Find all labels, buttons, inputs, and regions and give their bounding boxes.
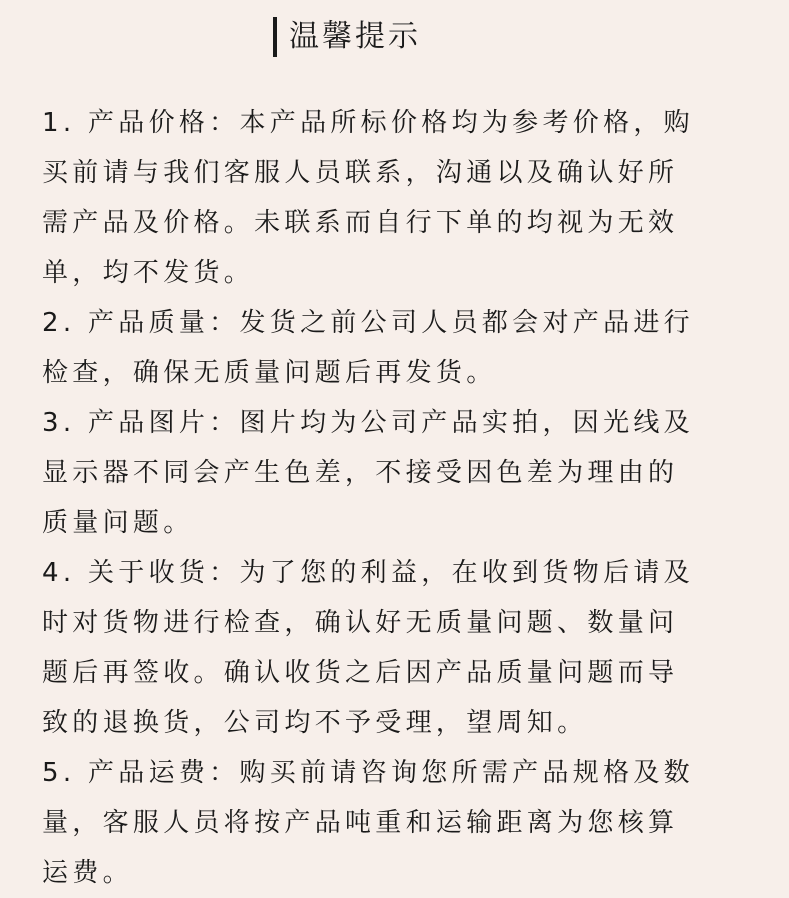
notice-line: 买前请与我们客服人员联系，沟通以及确认好所 <box>42 158 679 188</box>
notice-line: 1. 产品价格：本产品所标价格均为参考价格，购 <box>42 108 694 138</box>
notice-line: 致的退换货，公司均不予受理，望周知。 <box>42 708 588 738</box>
notice-line: 显示器不同会产生色差，不接受因色差为理由的 <box>42 458 679 488</box>
notice-item-4 <box>42 548 732 748</box>
notice-item-1 <box>42 98 732 298</box>
notice-line: 量，客服人员将按产品吨重和运输距离为您核算 <box>42 808 679 838</box>
notice-line: 运费。 <box>42 858 133 888</box>
notice-line: 需产品及价格。未联系而自行下单的均视为无效 <box>42 208 679 238</box>
notice-item-2 <box>42 298 732 398</box>
notice-line: 单，均不发货。 <box>42 258 255 288</box>
notice-line: 5. 产品运费：购买前请咨询您所需产品规格及数 <box>42 758 694 788</box>
notice-line: 3. 产品图片：图片均为公司产品实拍，因光线及 <box>42 408 694 438</box>
notice-item-3 <box>42 398 732 548</box>
notice-list <box>42 98 732 898</box>
page-title-block <box>273 14 421 60</box>
notice-line: 2. 产品质量：发货之前公司人员都会对产品进行 <box>42 308 694 338</box>
notice-line: 题后再签收。确认收货之后因产品质量问题而导 <box>42 658 679 688</box>
notice-line: 时对货物进行检查，确认好无质量问题、数量问 <box>42 608 679 638</box>
page-title: 温馨提示 <box>289 19 421 54</box>
title-accent-bar <box>273 17 277 57</box>
notice-line: 检查，确保无质量问题后再发货。 <box>42 358 497 388</box>
notice-line: 质量问题。 <box>42 508 194 538</box>
notice-line: 4. 关于收货：为了您的利益，在收到货物后请及 <box>42 558 694 588</box>
